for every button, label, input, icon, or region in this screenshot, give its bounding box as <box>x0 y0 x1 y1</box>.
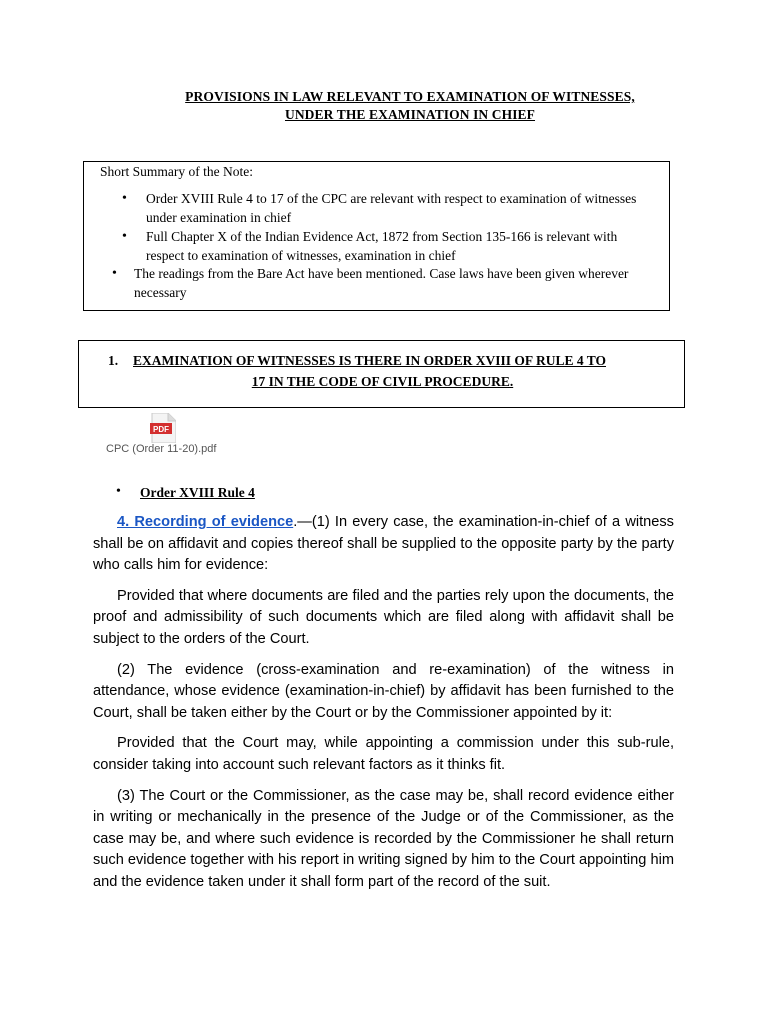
summary-box <box>83 161 670 311</box>
rule-paragraph: (3) The Court or the Commissioner, as the case may be, shall record evidence either in writing or mechanically in the presence of the Judge or of the Commissioner, as the case may be, and where such evidence is recorded by the Commissioner he shall return such evidence together with his report in writing signed by him to the Court appointing him and the evidence taken under it shall form part of the record of the suit. <box>93 787 674 890</box>
summary-heading: Short Summary of the Note: <box>100 164 253 179</box>
section-heading-box <box>78 340 685 408</box>
rule-paragraph <box>93 512 674 577</box>
recording-of-evidence-link[interactable]: 4. Recording of evidence <box>117 514 294 530</box>
pdf-file-icon[interactable] <box>150 413 176 443</box>
section-number: 1. <box>108 353 119 368</box>
section-heading-line1: EXAMINATION OF WITNESSES IS THERE IN ORDER XVIII OF RULE 4 TO <box>133 353 606 368</box>
summary-item: • Full Chapter X of the Indian Evidence Act, 1872 from Section 135-166 is relevant with respect to examination of witnesses, examination in chief <box>146 228 656 265</box>
rule-paragraph: Provided that where documents are filed and the parties rely upon the documents, the proof and admissibility of such documents which are filed along with affidavit shall be subject to the orders of the Court. <box>93 587 674 647</box>
attachment-filename[interactable]: CPC (Order 11-20).pdf <box>106 443 217 455</box>
rule-paragraph: Provided that the Court may, while appointing a commission under this sub-rule, consider taking into account such relevant factors as it thinks fit. <box>93 735 674 773</box>
summary-item: • Order XVIII Rule 4 to 17 of the CPC are relevant with respect to examination of witnesses under examination in chief <box>146 190 656 227</box>
document-title-line2: UNDER THE EXAMINATION IN CHIEF <box>284 107 536 122</box>
section-heading-line2: 17 IN THE CODE OF CIVIL PROCEDURE. <box>251 374 514 389</box>
rule-heading: Order XVIII Rule 4 <box>140 485 255 500</box>
summary-item: • The readings from the Bare Act have been mentioned. Case laws have been given wherever necessary <box>134 265 654 302</box>
pdf-icon-label: PDF <box>153 425 169 434</box>
rule-paragraph: (2) The evidence (cross-examination and re-examination) of the witness in attendance, whose evidence (examination-in-chief) by affidavit has been furnished to the Court, shall be taken either by the Court or by the Commissioner appointed by it: <box>93 661 674 721</box>
rule-paragraph-text: .—(1) In every case, the examination-in-chief of a witness shall be on affidavit and copies thereof shall be supplied to the opposite party by the party who calls him for evidence: <box>93 514 674 574</box>
document-title-line1: PROVISIONS IN LAW RELEVANT TO EXAMINATION OF WITNESSES, <box>185 89 635 104</box>
rule-body <box>93 512 674 903</box>
bullet-icon: • <box>116 484 121 499</box>
